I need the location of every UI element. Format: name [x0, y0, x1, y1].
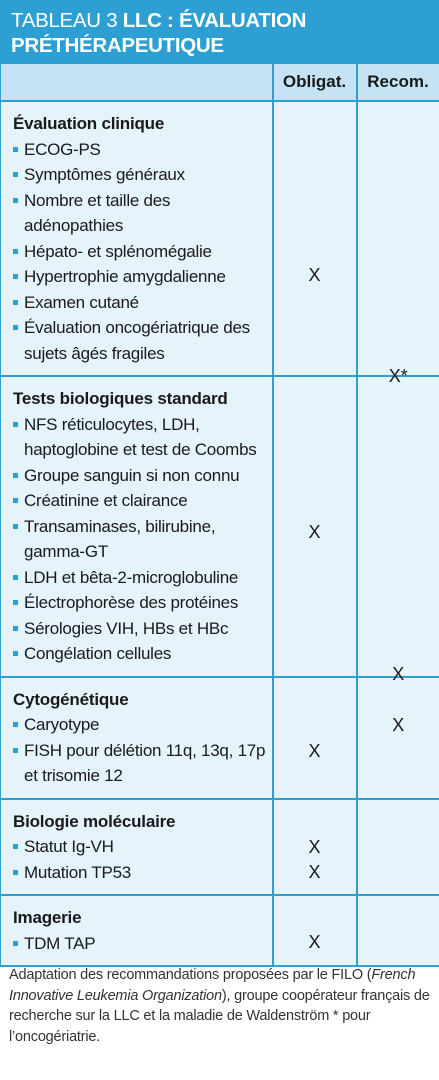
- section-content-cell: [1, 895, 273, 966]
- table-title: [0, 0, 439, 62]
- list-item: Transaminases, bilirubine, gamma-GT: [13, 514, 266, 565]
- list-item: Sérologies VIH, HBs et HBc: [13, 616, 266, 642]
- section-content-cell: [1, 376, 273, 677]
- evaluation-table: [0, 62, 439, 967]
- header-row: [1, 63, 439, 101]
- recommande-cell: [357, 895, 439, 966]
- obligatoire-mark: X: [308, 522, 321, 542]
- list-item: Hépato- et splénomégalie: [13, 239, 266, 265]
- list-item: Hypertrophie amygdalienne: [13, 264, 266, 290]
- footnote-text-end: ), groupe coopérateur français de recherche sur la LLC et la maladie de Waldenström * pour l’oncogériatrie.: [9, 987, 430, 1045]
- list-item: Évaluation oncogériatrique des sujets âgés fragiles: [13, 315, 266, 366]
- list-item: Statut Ig-VH: [13, 834, 266, 860]
- list-item: Nombre et taille des adénopathies: [13, 188, 266, 239]
- list-item: Mutation TP53: [13, 860, 266, 886]
- section-row-evaluation-clinique: [1, 101, 439, 376]
- section-row-imagerie: [1, 895, 439, 966]
- obligatoire-mark: X: [308, 861, 321, 882]
- obligatoire-cell: [273, 376, 357, 677]
- table-title-text: LLC : ÉVALUATION: [122, 9, 307, 32]
- list-item: FISH pour délétion 11q, 13q, 17p et trisomie 12: [13, 738, 266, 789]
- header-obligatoire: Obligat.: [273, 63, 357, 101]
- table-title-line1: [11, 8, 429, 33]
- list-item: ECOG-PS: [13, 137, 266, 163]
- footnote-organization-name: French Innovative Leukemia Organization: [9, 967, 416, 1004]
- obligatoire-cell: [273, 799, 357, 896]
- section-title: Tests biologiques standard: [13, 389, 228, 408]
- footnote: [9, 965, 434, 1047]
- item-list: [13, 834, 266, 885]
- section-title: Imagerie: [13, 908, 82, 927]
- header-blank-cell: [1, 63, 273, 101]
- list-item: TDM TAP: [13, 931, 266, 957]
- recommande-mark: X: [392, 664, 405, 684]
- list-item: Caryotype: [13, 712, 266, 738]
- section-row-cytogenetique: [1, 677, 439, 799]
- list-item: Examen cutané: [13, 290, 266, 316]
- section-row-biologie-moleculaire: [1, 799, 439, 896]
- list-item: Électrophorèse des protéines: [13, 590, 266, 616]
- item-list: [13, 712, 266, 789]
- item-list: [13, 931, 266, 957]
- footnote-text-start: Adaptation des recommandations proposées par le FILO (: [9, 967, 372, 983]
- list-item: Congélation cellules: [13, 641, 266, 667]
- recommande-cell: [357, 799, 439, 896]
- section-row-tests-biologiques: [1, 376, 439, 677]
- item-list: [13, 412, 266, 667]
- section-content-cell: [1, 101, 273, 376]
- table-title-line2: PRÉTHÉRAPEUTIQUE: [11, 34, 224, 57]
- section-title: Cytogénétique: [13, 689, 129, 709]
- list-item: LDH et bêta-2-microglobuline: [13, 565, 266, 591]
- obligatoire-mark: X: [308, 265, 321, 285]
- recommande-cell: [357, 101, 439, 386]
- obligatoire-cell: [273, 677, 357, 799]
- header-recommande: Recom.: [357, 63, 439, 101]
- recommande-cell: [357, 677, 439, 799]
- section-title: Biologie moléculaire: [13, 811, 176, 831]
- list-item: Symptômes généraux: [13, 162, 266, 188]
- obligatoire-cell: [273, 101, 357, 376]
- recommande-mark: X*: [388, 366, 408, 386]
- recommande-cell: [357, 376, 439, 684]
- section-content-cell: [1, 799, 273, 896]
- obligatoire-mark: X: [308, 836, 321, 857]
- item-list: [13, 137, 266, 367]
- list-item: Créatinine et clairance: [13, 488, 266, 514]
- section-content-cell: [1, 677, 273, 799]
- list-item: NFS réticulocytes, LDH, haptoglobine et test de Coombs: [13, 412, 266, 463]
- obligatoire-mark: X: [308, 740, 321, 761]
- section-title: Évaluation clinique: [13, 114, 165, 133]
- obligatoire-mark: X: [308, 932, 321, 952]
- obligatoire-cell: [273, 895, 357, 966]
- list-item: Groupe sanguin si non connu: [13, 463, 266, 489]
- recommande-mark: X: [392, 714, 405, 735]
- table-number: TABLEAU 3: [11, 9, 123, 32]
